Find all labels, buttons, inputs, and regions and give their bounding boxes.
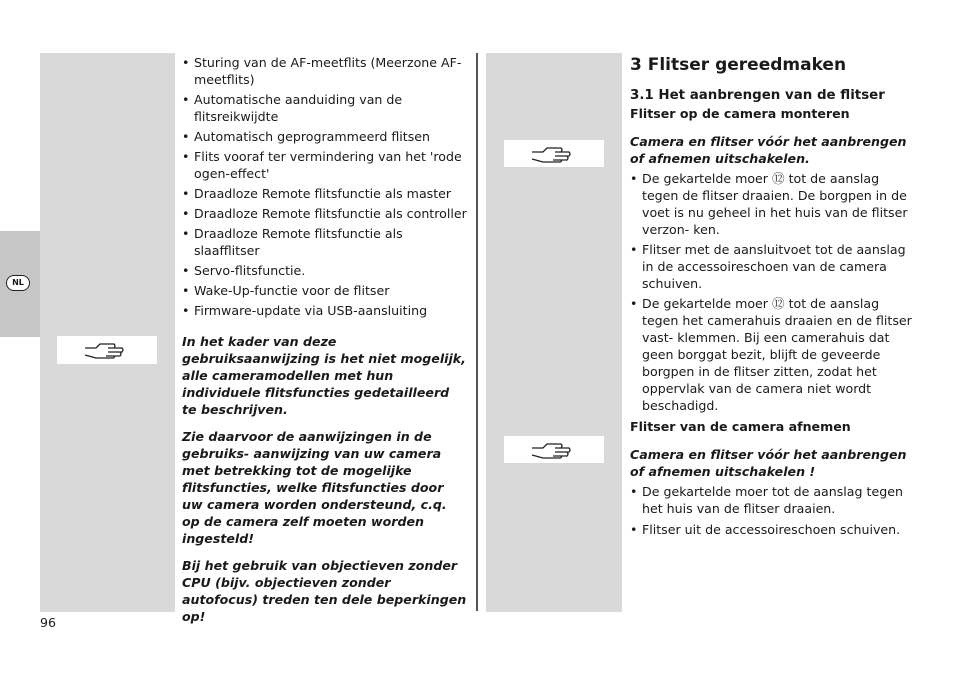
list-item: • De gekartelde moer ⑫ tot de aanslag tegen het camerahuis draaien en de flitser vast- klemmen. Bij een camerahuis dat geen borggat bezit, blijft de geveerde borgpen in de flitser zitten, zodat het oppervlak van de camera niet wordt beschadigd. [630, 295, 913, 414]
warning-note: Camera en flitser vóór het aanbrengen of afnemen uitschakelen ! [630, 447, 907, 479]
list-item: • Automatische aanduiding van de flitsreikwijdte [182, 91, 467, 125]
pointing-hand-icon [57, 336, 157, 364]
list-item: • Wake-Up-functie voor de flitser [182, 282, 467, 299]
note-paragraph: Zie daarvoor de aanwijzingen in de gebruiks- aanwijzing van uw camera met betrekking tot de mogelijke flitsfuncties, welke flitsfuncties door uw camera worden ondersteund, c.q. op de camera zelf moeten worden ingesteld! [182, 429, 447, 546]
list-item: • Firmware-update via USB-aansluiting [182, 302, 467, 319]
list-item: • De gekartelde moer ⑫ tot de aanslag tegen de flitser draaien. De borgpen in de voet is nu geheel in het huis van de flitser verzon- ken. [630, 170, 913, 238]
list-item: • Flitser uit de accessoireschoen schuiven. [630, 521, 913, 538]
left-margin-column [40, 53, 175, 612]
pointing-hand-icon [504, 436, 604, 463]
note-paragraph: Bij het gebruik van objectieven zonder CPU (bijv. objectieven zonder autofocus) treden ten dele beperkingen op! [182, 558, 467, 624]
list-item: • Draadloze Remote flitsfunctie als controller [182, 205, 467, 222]
list-item: • Draadloze Remote flitsfunctie als master [182, 185, 467, 202]
feature-list [182, 54, 467, 319]
chapter-heading: 3 Flitser gereedmaken [630, 55, 847, 75]
section-heading: 3.1 Het aanbrengen van de flitser [630, 88, 885, 103]
list-item: • Flitser met de aansluitvoet tot de aanslag in de accessoireschoen van de camera schuiven. [630, 241, 913, 292]
page-number: 96 [40, 615, 57, 630]
right-text-column [630, 54, 913, 538]
subsection-title: Flitser van de camera afnemen [630, 419, 851, 434]
language-badge: NL [6, 275, 30, 291]
list-item: • Draadloze Remote flitsfunctie als slaafflitser [182, 225, 467, 259]
subsection-title: Flitser op de camera monteren [630, 106, 850, 121]
left-text-column [182, 54, 467, 625]
warning-note: Camera en flitser vóór het aanbrengen of afnemen uitschakelen. [630, 134, 907, 166]
list-item: • Sturing van de AF-meetflits (Meerzone AF-meetflits) [182, 54, 467, 88]
note-paragraph: In het kader van deze gebruiksaanwijzing is het niet mogelijk, alle cameramodellen met hun individuele flitsfuncties gedetailleerd te beschrijven. [182, 334, 466, 417]
column-divider [476, 53, 478, 611]
step-list [630, 483, 913, 538]
list-item: • De gekartelde moer tot de aanslag tegen het huis van de flitser draaien. [630, 483, 913, 517]
list-item: • Automatisch geprogrammeerd flitsen [182, 128, 467, 145]
step-list [630, 170, 913, 414]
right-margin-column [486, 53, 622, 612]
pointing-hand-icon [504, 140, 604, 167]
list-item: • Flits vooraf ter vermindering van het 'rode ogen-effect' [182, 148, 467, 182]
list-item: • Servo-flitsfunctie. [182, 262, 467, 279]
